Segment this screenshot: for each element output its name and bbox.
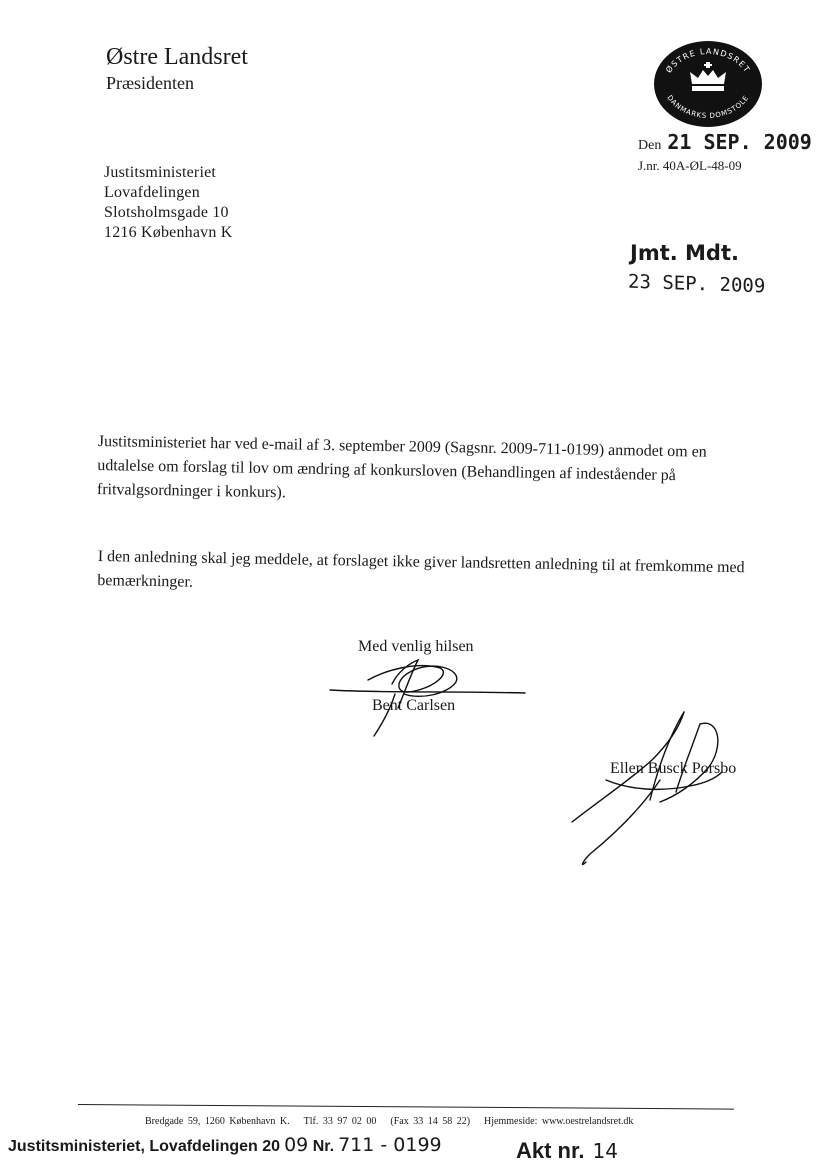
body-paragraph-1: Justitsministeriet har ved e-mail af 3. september 2009 (Sagsnr. 2009-711-0199) anmodet om en udtalelse om forslag til lov om ændring af konkursloven (Behandlingen af indeståender på fritvalgsordninger i konkurs). [96,432,707,502]
footer-contact [145,1116,647,1127]
recipient-address [104,163,233,243]
akt-number: 14 [592,1139,618,1163]
archive-year: 09 [284,1134,309,1156]
footer-fax: (Fax 33 14 58 22) [390,1116,471,1127]
received-stamp-title: Jmt. Mdt. [630,241,739,265]
archive-stamp [8,1134,442,1156]
footer-phone: Tlf. 33 97 02 00 [303,1116,377,1127]
letter-date [638,130,812,154]
recipient-line: Slotsholmsgade 10 [104,204,229,221]
footer-divider [78,1104,734,1110]
archive-case-number: 711 - 0199 [338,1134,442,1156]
footer-website: Hjemmeside: www.oestrelandsret.dk [484,1116,634,1127]
received-stamp-date: 23 SEP. 2009 [628,270,766,298]
closing-greeting: Med venlig hilsen [358,638,474,655]
signatory-2-name: Ellen Busck Porsbo [610,760,737,777]
department-title: Præsidenten [106,73,194,93]
body-paragraph-2: I den anledning skal jeg meddele, at forslaget ikke giver landsretten anledning til at fremkomme med bemærkninger. [97,547,745,591]
archive-nr-label: Nr. [312,1138,335,1155]
recipient-line: 1216 København K [104,224,233,241]
signatory-1-name: Bent Carlsen [372,697,456,714]
footer-address: Bredgade 59, 1260 København K. [145,1116,290,1127]
recipient-line: Lovafdelingen [104,184,200,201]
akt-label: Akt nr. [516,1138,585,1163]
recipient-line: Justitsministeriet [104,164,217,181]
signature-2-icon [572,712,722,864]
akt-stamp [516,1138,618,1164]
court-seal-icon [652,40,764,128]
date-prefix: Den [638,138,662,153]
journal-number: J.nr. 40A-ØL-48-09 [638,158,742,173]
seal-bottom-text: DANMARKS DOMSTOLE [665,93,751,121]
seal-top-text: ØSTRE LANDSRET [664,46,752,75]
archive-label: Justitsministeriet, Lovafdelingen 20 [8,1138,281,1155]
court-name: Østre Landsret [106,44,248,70]
date-stamp: 21 SEP. 2009 [667,130,812,154]
